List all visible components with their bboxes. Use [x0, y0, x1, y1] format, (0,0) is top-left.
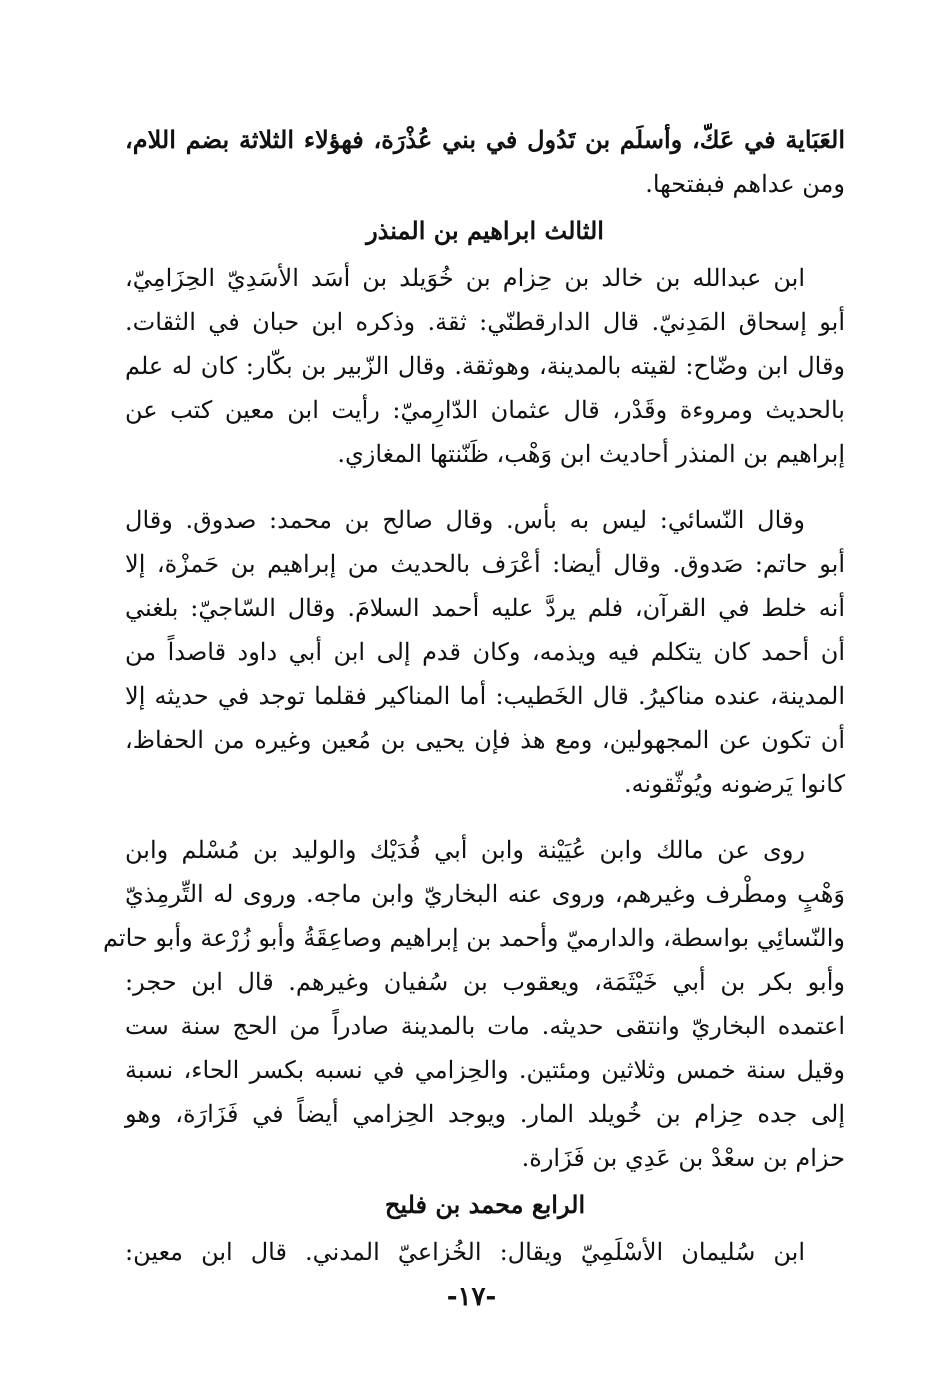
- text-line: أن تكون عن المجهولين، ومع هذ فإن يحيى بن مُعين وغيره من الحفاظ،: [125, 726, 845, 754]
- text-line: العَبَاية في عَكّ، وأسلَم بن تَدُول في بني عُذْرَة، فهؤلاء الثلاثة بضم اللام،: [125, 125, 845, 154]
- section-heading: الثالث ابراهيم بن المنذر: [366, 216, 604, 245]
- text-line: اعتمده البخاريّ وانتقى حديثه. مات بالمدينة صادراً من الحج سنة ست: [125, 1012, 845, 1040]
- text-line: ابن عبدالله بن خالد بن حِزام بن خُوَيلد بن أسَد الأسَدِيّ الحِزَامِيّ،: [125, 264, 805, 292]
- text-line: المدينة، عنده مناكيرُ. قال الخَطيب: أما المناكير فقلما توجد في حديثه إلا: [125, 682, 845, 710]
- paragraph-gap: [125, 476, 845, 498]
- page-body: [102, 118, 846, 1274]
- paragraph: [102, 828, 845, 1180]
- text-line: كانوا يَرضونه ويُوثّقونه.: [623, 770, 845, 798]
- text-line: إلى جده حِزام بن خُويلد المار. ويوجد الحِزامي أيضاً في فَزَارَة، وهو: [125, 1100, 845, 1128]
- text-line: وقال النّسائي: ليس به بأس. وقال صالح بن محمد: صدوق. وقال: [125, 506, 805, 534]
- text-line: أن أحمد كان يتكلم فيه ويذمه، وكان قدم إلى ابن أبي داود قاصداً من: [125, 638, 845, 666]
- text-line: وقيل سنة خمس وثلاثين ومئتين. والحِزامي في نسبه بكسر الحاء، نسبة: [125, 1056, 845, 1084]
- paragraph: [125, 1230, 845, 1274]
- paragraph-gap: [125, 806, 845, 828]
- paragraph: [125, 498, 845, 806]
- text-line: روى عن مالك وابن عُيَيْنة وابن أبي فُدَيْك والوليد بن مُسْلم وابن: [125, 836, 805, 864]
- text-line: وأبو بكر بن أبي خَيْثَمَة، ويعقوب بن سُفيان وغيرهم. قال ابن حجر:: [125, 968, 845, 996]
- text-line: أبو إسحاق المَدِنيّ. قال الدارقطنّي: ثقة. وذكره ابن حبان في الثقات.: [125, 308, 845, 336]
- text-line: أبو حاتم: صَدوق. وقال أيضا: أعْرَف بالحديث من إبراهيم بن حَمزْة، إلا: [125, 550, 845, 578]
- text-line: ابن سُليمان الأسْلَمِيّ ويقال: الخُزاعيّ المدني. قال ابن معين:: [125, 1238, 805, 1266]
- text-line: حزام بن سعْدْ بن عَدِي بن فَزَارة.: [521, 1144, 845, 1172]
- page-number: -١٧-: [446, 1282, 497, 1312]
- text-line: والنّسائِي بواسطة، والدارميّ وأحمد بن إبراهيم وصاعِقَةُ وأبو زُرْعة وأبو حاتم: [102, 924, 845, 952]
- section-heading: الرابع محمد بن فليح: [384, 1190, 586, 1219]
- text-line: وقال ابن وضّاح: لقيته بالمدينة، وهوثقة. وقال الزّبير بن بكّار: كان له علم: [125, 352, 845, 380]
- text-line: إبراهيم بن المنذر أحاديث ابن وَهْب، ظَنّنتها المغازي.: [337, 440, 845, 468]
- text-line: ومن عداهم فبفتحها.: [645, 170, 845, 198]
- text-line: وَهْبٍ ومطْرف وغيرهم، وروى عنه البخاريّ وابن ماجه. وروى له التِّرمِذيّ: [125, 880, 845, 908]
- text-line: بالحديث ومروءة وقَدْر، قال عثمان الدّارِميّ: رأيت ابن معين كتب عن: [125, 396, 845, 424]
- paragraph: [125, 118, 845, 206]
- paragraph: [125, 256, 845, 476]
- text-line: أنه خلط في القرآن، فلم يردَّ عليه أحمد السلامَ. وقال السّاجيّ: بلغني: [125, 594, 846, 622]
